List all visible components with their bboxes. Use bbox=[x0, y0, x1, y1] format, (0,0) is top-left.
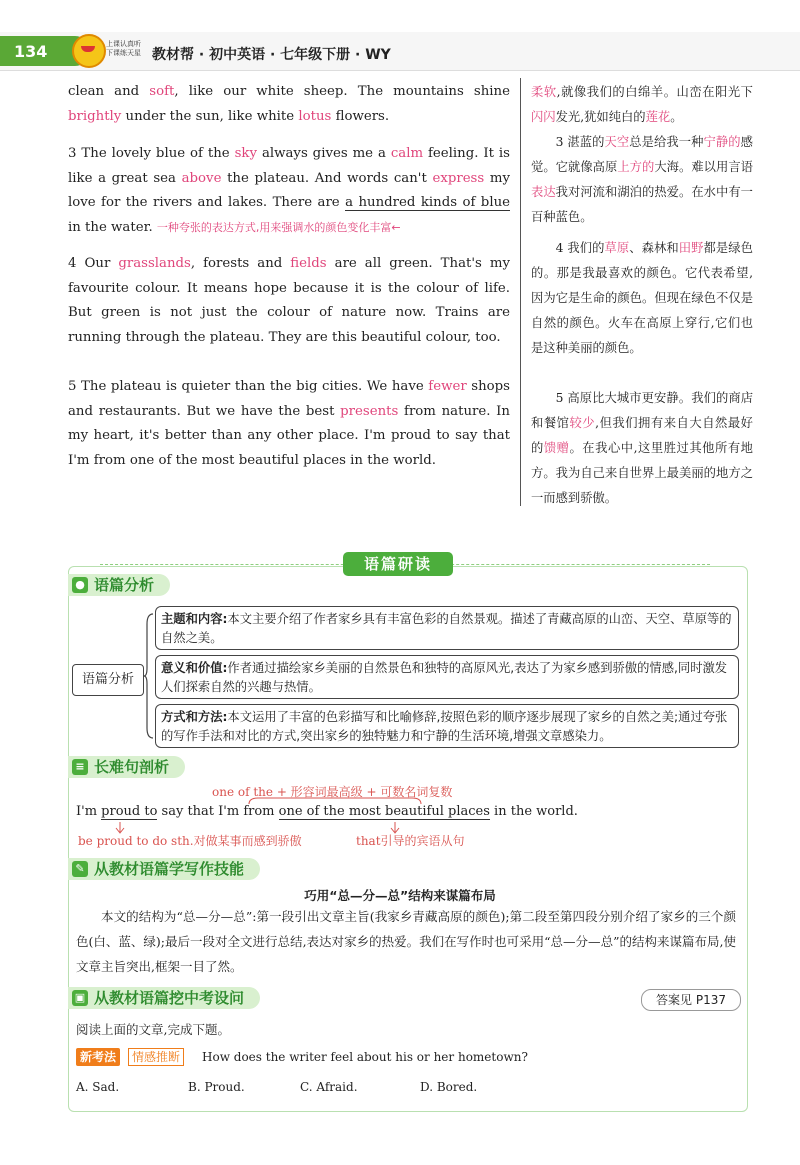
english-paragraph-top bbox=[68, 80, 510, 129]
brace-icon bbox=[144, 612, 154, 740]
section-title: 从教材语篇挖中考设问 bbox=[94, 989, 245, 1007]
underlined-phrase: proud to bbox=[101, 804, 158, 819]
highlighted-word: 柔软 bbox=[531, 85, 557, 99]
text-run: flowers. bbox=[331, 108, 390, 124]
box-text: 本文主要介绍了作者家乡具有丰富色彩的自然景观。描述了青藏高原的山峦、天空、草原等的自然之美。 bbox=[161, 612, 732, 645]
highlighted-word: presents bbox=[340, 403, 399, 419]
document-icon: ≡ bbox=[72, 759, 88, 775]
text-run: clean and bbox=[68, 84, 150, 99]
highlighted-word: sky bbox=[234, 146, 258, 161]
text-run: under the sun, like white bbox=[121, 108, 299, 124]
text-run: 3 湛蓝的 bbox=[555, 135, 605, 149]
text-run: my love for the rivers and lakes. There are bbox=[68, 170, 510, 210]
text-run: from nature. In my heart, it's better than any other place. I'm proud to say that I'm from one of the most beautiful places in the world. bbox=[68, 403, 510, 468]
box-heading: 意义和价值: bbox=[161, 661, 228, 675]
section-header-exam bbox=[68, 987, 260, 1009]
text-run: are all green. That's my favourite colour. It means hope because it is the colour of life. But green is not just the colour of nature now. Trains are running through the plateau. They are this beautiful colour, too. bbox=[68, 256, 510, 345]
highlighted-word: fields bbox=[290, 256, 327, 271]
english-paragraph-3 bbox=[68, 142, 510, 240]
section-header-analysis bbox=[68, 574, 170, 596]
chinese-paragraph-3 bbox=[531, 130, 753, 230]
annotation-object-clause: that引导的宾语从句 bbox=[356, 834, 465, 848]
highlighted-word: 上方的 bbox=[617, 160, 655, 174]
box-heading: 主题和内容: bbox=[161, 612, 228, 626]
section-header-sentence bbox=[68, 756, 185, 778]
page-number: 134 bbox=[14, 42, 48, 61]
highlighted-word: brightly bbox=[68, 108, 122, 124]
text-run: , like our white sheep. The mountains shine bbox=[174, 84, 510, 99]
text-run: say that I'm from bbox=[157, 804, 279, 819]
text-run: 。在我心中,这里胜过其他所有地方。我为自己来自世界上最美丽的地方之一而感到骄傲。 bbox=[531, 441, 753, 505]
book-icon: ▣ bbox=[72, 990, 88, 1006]
highlighted-word: 表达 bbox=[531, 185, 556, 199]
underlined-phrase: one of the most beautiful places bbox=[278, 804, 490, 819]
new-method-badge: 新考法 bbox=[76, 1048, 120, 1066]
chinese-paragraph-5 bbox=[531, 386, 753, 511]
highlighted-word: 闪闪 bbox=[531, 110, 556, 124]
highlighted-word: fewer bbox=[428, 379, 467, 394]
highlighted-word: 天空 bbox=[604, 135, 630, 149]
exam-instruction: 阅读上面的文章,完成下题。 bbox=[76, 1022, 230, 1037]
analysis-box-value bbox=[155, 655, 739, 699]
option-c: C. Afraid. bbox=[300, 1080, 358, 1094]
pencil-icon: ✎ bbox=[72, 861, 88, 877]
english-paragraph-5 bbox=[68, 375, 510, 473]
highlighted-word: soft bbox=[149, 84, 175, 99]
option-d: D. Bored. bbox=[420, 1080, 478, 1094]
box-text: 本文运用了丰富的色彩描写和比喻修辞,按照色彩的顺序逐步展现了家乡的自然之美;通过夸张的写作手法和对比的方式,突出家乡的独特魅力和宁静的生活环境,增强文章感染力。 bbox=[161, 710, 728, 743]
text-run: 3 The lovely blue of the bbox=[68, 146, 235, 161]
paragraph-text bbox=[531, 236, 753, 361]
highlighted-word: grasslands bbox=[118, 256, 191, 271]
book-title: 教材帮 · 初中英语 · 七年级下册 · WY bbox=[152, 47, 391, 63]
column-divider bbox=[520, 78, 521, 506]
panel-title: 语篇研读 bbox=[343, 552, 453, 576]
highlighted-word: calm bbox=[390, 146, 424, 161]
text-run: feeling. It is like a great sea bbox=[68, 146, 510, 186]
emotion-inference-badge: 情感推断 bbox=[128, 1048, 184, 1066]
text-run: in the water. bbox=[68, 219, 157, 235]
paragraph-text bbox=[531, 80, 753, 130]
text-run: the plateau. And words can't bbox=[221, 170, 433, 186]
annotation-proud-to: be proud to do sth.对做某事而感到骄傲 bbox=[78, 834, 302, 848]
text-run: shops and restaurants. But we have the best bbox=[68, 379, 510, 419]
writing-tip-body: 本文的结构为“总—分—总”:第一段引出文章主旨(我家乡青藏高原的颜色);第二段至第四段分别介绍了家乡的三个颜色(白、蓝、绿);最后一段对全文进行总结,表达对家乡的热爱。我们在写作时也可采用“总—分—总”的结构来谋篇布局,使文章主旨突出,框架一目了然。 bbox=[76, 909, 736, 974]
highlighted-word: 较少 bbox=[569, 416, 596, 430]
slogan-line-1: 上课认真听 bbox=[106, 40, 141, 48]
analysis-box-method bbox=[155, 704, 739, 748]
paragraph-text bbox=[531, 130, 753, 230]
text-run: 、森林和 bbox=[629, 241, 679, 255]
analysis-map-label: 语篇分析 bbox=[72, 664, 144, 696]
answer-reference: 答案见 P137 bbox=[641, 989, 741, 1011]
paragraph-text bbox=[68, 80, 510, 129]
analysis-box-theme bbox=[155, 606, 739, 650]
highlighted-word: 宁静的 bbox=[703, 135, 741, 149]
text-run: ,就像我们的白绵羊。山峦在阳光下 bbox=[556, 85, 753, 99]
section-header-writing bbox=[68, 858, 260, 880]
highlighted-word: 莲花 bbox=[645, 110, 671, 124]
text-run: 感觉。它就像高原 bbox=[531, 135, 753, 174]
margin-note: 一种夸张的表达方式,用来强调水的颜色变化丰富← bbox=[156, 220, 401, 234]
annotation-superlative: one of the + 形容词最高级 + 可数名词复数 bbox=[212, 785, 453, 799]
paragraph-text bbox=[68, 252, 510, 350]
text-run: 我对河流和湖泊的热爱。在水中有一百种蓝色。 bbox=[531, 185, 753, 224]
exam-question: How does the writer feel about his or her hometown? bbox=[202, 1050, 528, 1064]
text-run: 大海。难以用言语 bbox=[654, 160, 753, 174]
highlighted-word: above bbox=[181, 170, 222, 186]
paragraph-text bbox=[68, 375, 510, 473]
page-header bbox=[0, 0, 800, 70]
text-run: , forests and bbox=[190, 256, 291, 271]
text-run: 4 我们的 bbox=[555, 241, 605, 255]
text-run: always gives me a bbox=[257, 146, 391, 161]
writing-tip-title: 巧用“总—分—总”结构来谋篇布局 bbox=[304, 888, 496, 903]
person-icon: ● bbox=[72, 577, 88, 593]
text-run: 5 The plateau is quieter than the big cities. We have bbox=[68, 379, 429, 394]
option-a: A. Sad. bbox=[76, 1080, 120, 1094]
text-run: 都是绿色的。那是我最喜欢的颜色。它代表希望,因为它是生命的颜色。但现在绿色不仅是自然的颜色。火车在高原上穿行,它们也是这种美丽的颜色。 bbox=[531, 241, 753, 355]
text-run: 4 Our bbox=[68, 256, 119, 271]
text-run: 发光,犹如纯白的 bbox=[555, 110, 646, 124]
highlighted-word: 草原 bbox=[604, 241, 630, 255]
text-run: 总是给我一种 bbox=[629, 135, 704, 149]
mascot-icon bbox=[72, 34, 106, 68]
slogan-line-2: 下课练天星 bbox=[106, 49, 141, 57]
underlined-phrase: a hundred kinds of blue bbox=[345, 195, 511, 210]
text-run: in the world. bbox=[489, 804, 578, 819]
paragraph-text bbox=[68, 142, 510, 240]
text-run: 5 高原比大城市更安静。我们的商店和餐馆 bbox=[531, 391, 753, 430]
highlighted-word: 馈赠 bbox=[543, 441, 570, 455]
section-title: 长难句剖析 bbox=[94, 758, 170, 776]
text-run: ,但我们拥有来自大自然最好的 bbox=[531, 416, 753, 455]
section-title: 从教材语篇学写作技能 bbox=[94, 860, 245, 878]
paragraph-text bbox=[531, 386, 753, 511]
text-run: 。 bbox=[670, 110, 683, 124]
highlighted-word: 田野 bbox=[678, 241, 704, 255]
box-text: 作者通过描绘家乡美丽的自然景色和独特的高原风光,表达了为家乡感到骄傲的情感,同时激发人们探索自然的兴趣与热情。 bbox=[161, 661, 728, 694]
section-title: 语篇分析 bbox=[94, 576, 155, 594]
slogan bbox=[106, 40, 150, 58]
chinese-paragraph-4 bbox=[531, 236, 753, 361]
analyzed-sentence bbox=[76, 804, 578, 819]
option-b: B. Proud. bbox=[188, 1080, 245, 1094]
chinese-paragraph-top bbox=[531, 80, 753, 130]
english-paragraph-4 bbox=[68, 252, 510, 350]
box-heading: 方式和方法: bbox=[161, 710, 228, 724]
highlighted-word: express bbox=[432, 170, 485, 186]
highlighted-word: lotus bbox=[298, 108, 332, 124]
text-run: I'm bbox=[76, 804, 102, 819]
